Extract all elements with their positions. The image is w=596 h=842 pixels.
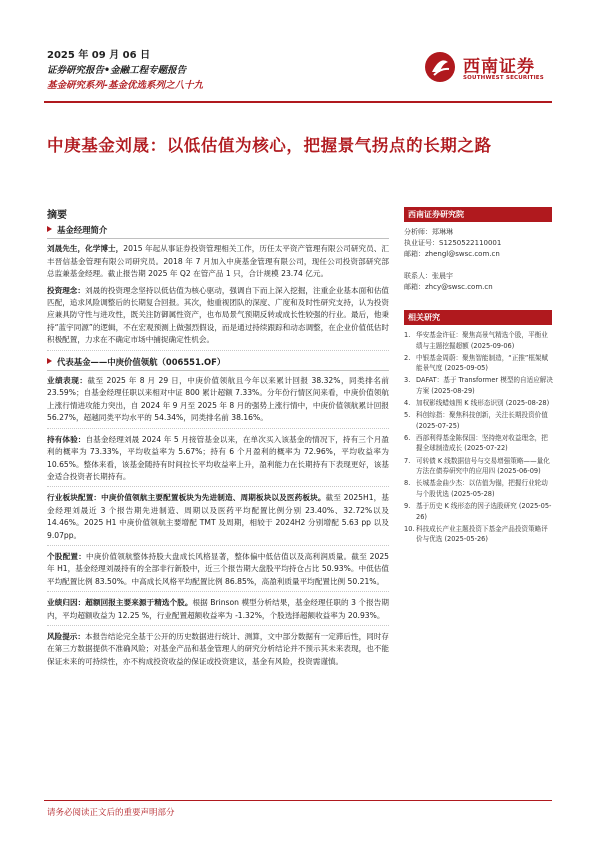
related-research-list [404, 330, 554, 546]
industry-allocation-para: 行业板块配置：中庚价值领航主要配置板块为先进制造、周期板块以及医药板块。截至 2025H1，基金经理刘晟近 3 个报告期先进制造、周期以及医药平均配置比例分别 23.40%、32.72%以及 14.46%。2025 H1 中庚价值领航主要增配 TMT 及周期，相较于 2024H2 分别增配 5.63 pp 以及 9.07pp。 [47, 492, 389, 546]
report-date: 2025 年 09 月 06 日 [47, 50, 151, 61]
related-research-number: 8. [404, 479, 411, 488]
related-research-number: 9. [404, 501, 411, 510]
abstract-label: 摘要 [47, 210, 67, 221]
related-research-item[interactable] [404, 398, 554, 409]
related-research-title: 西部利得基金陈保国：坚持绝对收益理念，把握全球制造成长 (2025-07-22) [416, 433, 548, 453]
related-research-item[interactable] [404, 524, 554, 545]
triangle-bullet-icon [47, 358, 52, 364]
analyst-row: 分析师：郑琳琳 [404, 228, 453, 236]
related-research-title: 基于历史 K 线形态的因子选股研究 (2025-05-26) [416, 501, 552, 521]
related-research-item[interactable] [404, 330, 554, 351]
related-research-item[interactable] [404, 456, 554, 477]
footer-divider [44, 800, 552, 801]
header-divider [44, 101, 552, 103]
investment-philosophy: 投资理念：刘晟的投资理念坚持以低估值为核心驱动，强调自下而上深入挖掘，注重企业基本面和估值匹配，追求风险调整后的长期复合回报。其次，他重视团队的深度、广度和及时性研究支持，认为投资应兼具防守性与进攻性，既关注防御属性资产，也布局景气预期反转或成长性较强的行业。最后，他秉持“蓝宇同源”的逻辑，不在宏观预测上做强烈假设，而是通过持续跟踪和动态调整，在企业价值低估时积极配置，力求在不确定市场中捕捉确定性机会。 [47, 285, 389, 351]
page-title: 中庚基金刘晟：以低估值为核心，把握景气拐点的长期之路 [47, 136, 492, 155]
attribution-para: 业绩归因：超额回报主要来源于精选个股。根据 Brinson 模型分析结果，基金经理任职的 3 个报告期内，平均超额收益为 12.25 %，行业配置超额收益率为 -1.32%，个股选择超额收益率为 20.93%。 [47, 597, 389, 626]
related-research-number: 3. [404, 376, 411, 385]
institute-header: 西南证券研究院 [404, 207, 552, 222]
related-research-item[interactable] [404, 353, 554, 374]
related-research-item[interactable] [404, 478, 554, 499]
related-research-title: 可转债 K 线数据信号与交易增强策略——量化方法在债券研究中的应用四 (2025-06-09) [416, 456, 550, 476]
related-research-title: 长城基金曲少杰：以估值为锚，把握行业轮动与个股优选 (2025-05-28) [416, 479, 548, 498]
report-series: 基金研究系列-基金优选系列之八十九 [47, 80, 203, 91]
analyst-info [404, 227, 552, 293]
related-research-number: 1. [404, 331, 411, 339]
logo-english: SOUTHWEST SECURITIES [463, 75, 544, 81]
related-research-number: 7. [404, 456, 411, 465]
related-research-title: 华安基金许征：聚焦高景气精选个股，平衡业绩与主题挖掘超额 (2025-09-06) [416, 331, 548, 350]
related-research-item[interactable] [404, 410, 554, 431]
related-research-number: 6. [404, 433, 411, 442]
related-research-item[interactable] [404, 375, 554, 396]
related-research-number: 4. [404, 399, 411, 408]
contact-email-row: 邮箱：zhcy@swsc.com.cn [404, 283, 493, 291]
manager-bio: 刘晟先生，化学博士，2015 年起从事证券投资管理相关工作，历任太平资产管理有限公司研究员、汇丰晋信基金管理有限公司研究员。2018 年 7 月加入中庚基金管理有限公司，现任公司投资部研究部总监兼基金经理。截止报告期 2025 年 Q2 在管产品 1 只，合计规模 23.74 亿元。 [47, 244, 389, 279]
related-research-number: 2. [404, 353, 411, 362]
cert-row: 执业证号：S1250522110001 [404, 239, 502, 247]
related-research-item[interactable] [404, 501, 554, 522]
related-research-item[interactable] [404, 433, 554, 454]
related-research-header: 相关研究 [404, 310, 552, 325]
abstract-body [47, 224, 389, 672]
report-type: 证券研究报告•金融工程专题报告 [47, 65, 187, 76]
logo-emblem-icon [423, 50, 457, 84]
risk-warning-para: 风险提示：本报告结论完全基于公开的历史数据进行统计、测算，文中部分数据有一定滞后性，同时存在第三方数据提供不准确风险；对基金产品和基金管理人的研究分析结论并不预示其未来表现，也不能保证未来的可持续性，亦不构成投资收益的保证或投资建议，基金有风险，投资需谨慎。 [47, 631, 390, 666]
related-research-number: 10. [404, 524, 415, 533]
triangle-bullet-icon [47, 226, 52, 232]
related-research-number: 5. [404, 411, 411, 420]
footer-disclaimer: 请务必阅读正文后的重要声明部分 [47, 808, 175, 818]
related-research-title: DAFAT：基于 Transformer 模型的自适应解决方案 (2025-08-29) [416, 376, 553, 395]
section-representative-fund: 代表基金——中庚价值领航（006551.OF） [47, 356, 389, 371]
holding-experience-para: 持有体验：自基金经理刘晟 2024 年 5 月接管基金以来，在单次买入该基金的情况下，持有三个月盈利的概率为 73.33%，平均收益率为 5.67%；持有 6 个月盈利的概率为 72.96%，平均收益率为 10.65%。整体来看，该基金随持有时间拉长平均收益率上升，盈利能力在长期持有下表现更好，该基金适合投资者长期持有。 [47, 434, 389, 488]
email-row: 邮箱：zhengl@swsc.com.cn [404, 250, 500, 258]
related-research-title: 中银基金周蔚：聚焦智能制造，“正推”框架赋能景气度 (2025-09-05) [416, 353, 549, 373]
logo-name: 西南证券 [463, 57, 535, 77]
contact-email[interactable]: zhcy@swsc.com.cn [425, 283, 493, 291]
contact-row: 联系人：张晨宇 [404, 272, 453, 280]
section-manager-intro: 基金经理简介 [47, 224, 389, 239]
related-research-title: 加权影线蜡烛图 K 线形态识别 (2025-08-28) [416, 399, 550, 408]
related-research-title: 科创综指：聚焦科技创新，关注长期投资价值 (2025-07-25) [416, 411, 548, 430]
performance-para: 业绩表现：截至 2025 年 8 月 29 日，中庚价值领航且今年以来累计回报 38.32%，同类排名前 23.59%；自基金经理任职以来相对中证 800 累计超额 7.33%。分年份行情区间来看，中庚价值领航上涨行情进攻能力突出，自 2024 年 9 月至 2025 年 8 月的强势上涨行情中，中庚价值领航累计回报 56.27%，超越同类平均水平的 54.34%，同类排名前 38.16%。 [47, 375, 389, 429]
related-research-title: 科技成长产业主题投资下基金产品投资策略评价与优选 (2025-05-26) [416, 524, 548, 544]
stock-allocation-para: 个股配置：中庚价值领航整体持股大盘成长风格显著，整体偏中低估值以及高利润质量。截至 2025 年 H1，基金经理刘晟持有的全部非行新股中，近三个报告期大盘股平均持仓占比 50.93%。中低估值平均配置比例 83.50%。中高成长风格平均配置比例 86.85%，高盈利质量平均配置比例 50.21%。 [47, 551, 389, 592]
analyst-email[interactable]: zhengl@swsc.com.cn [425, 250, 500, 258]
company-logo [423, 48, 553, 94]
